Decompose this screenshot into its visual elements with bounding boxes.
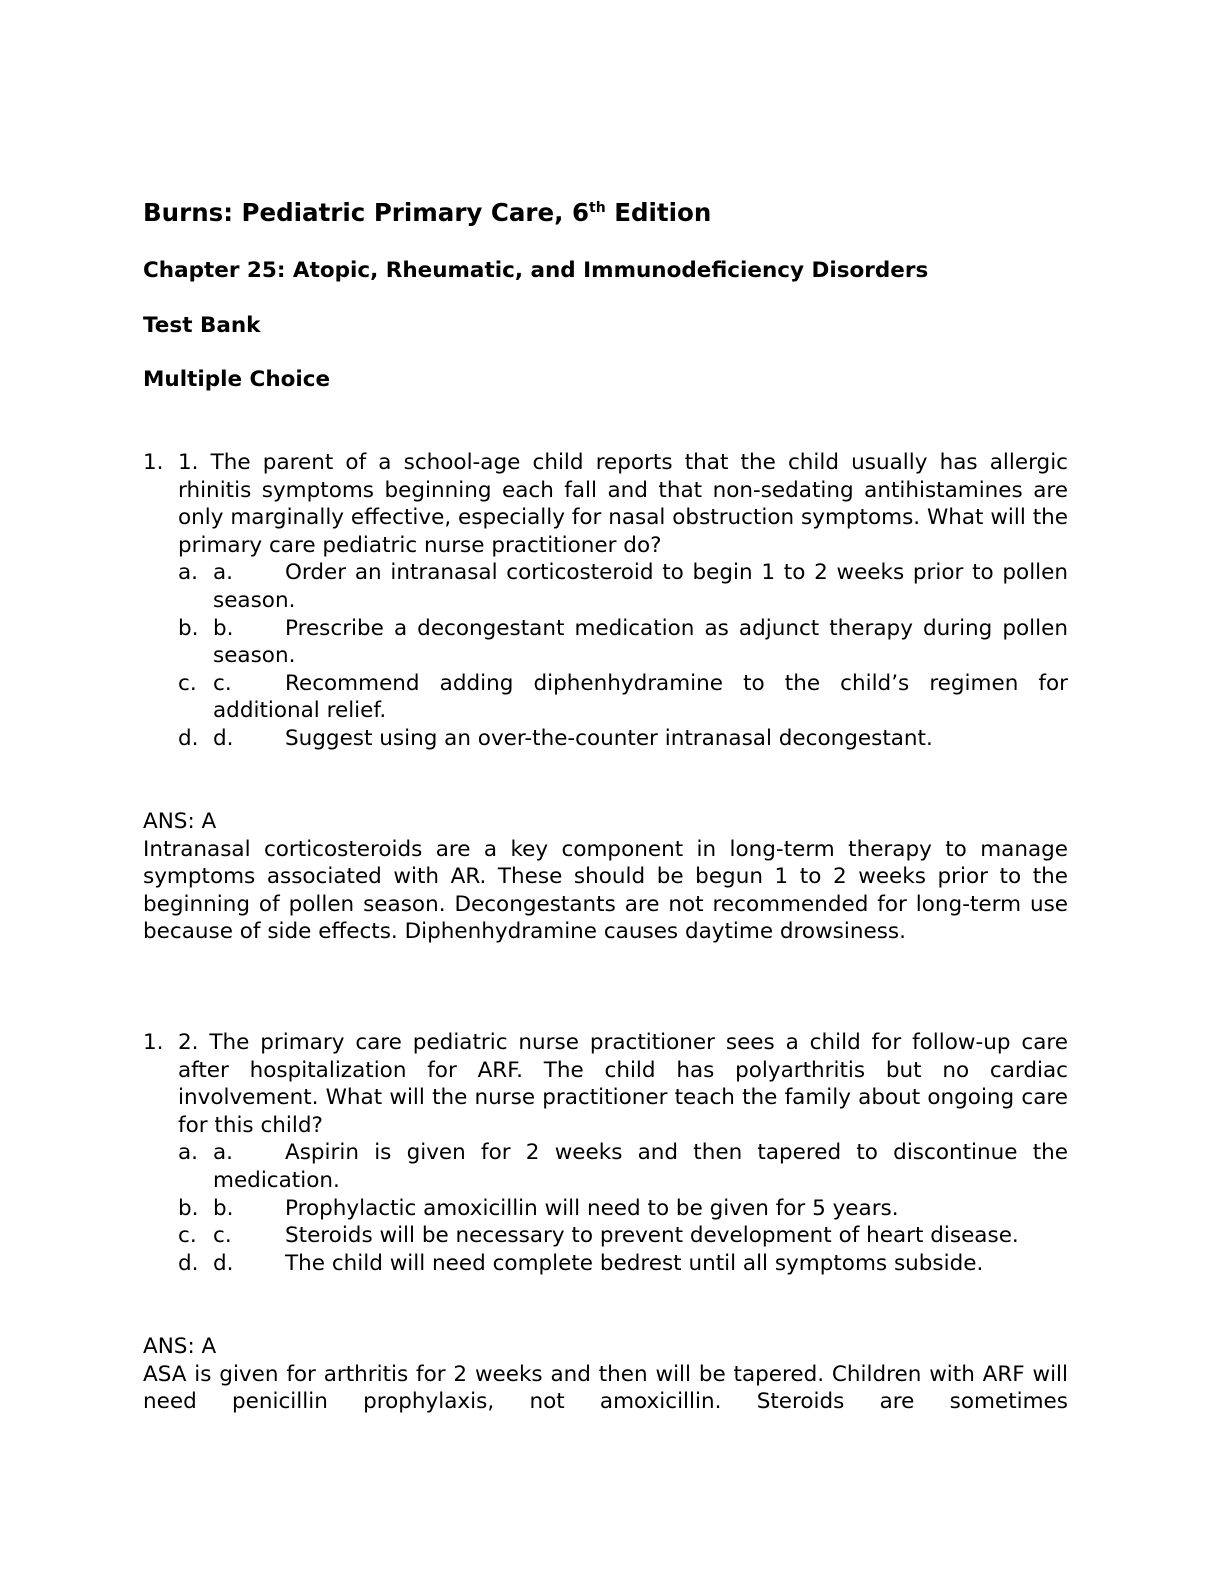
stem-text: 1. The parent of a school-age child reports that the child usually has allergic rhinitis symptoms beginning each fall and that non-sedating antihistamines are only marginally effective, especially for nasal obstruction symptoms. What will the primary care pediatric nurse practitioner do? — [178, 450, 1068, 558]
options-list — [143, 1139, 1068, 1277]
question-stem — [143, 449, 1068, 559]
question-2 — [143, 1029, 1068, 1277]
option-text: Suggest using an over-the-counter intranasal decongestant. — [285, 725, 933, 751]
option-letter: b. — [213, 1195, 234, 1221]
rationale-text: ASA is given for arthritis for 2 weeks and then will be tapered. Children with ARF will need penicillin prophylaxis, not amoxicillin. Steroids are sometimes — [143, 1361, 1068, 1415]
option-text: Prophylactic amoxicillin will need to be given for 5 years. — [285, 1195, 899, 1221]
option-letter: a. — [213, 1140, 234, 1166]
option-marker: c. — [178, 670, 197, 696]
options-list — [143, 559, 1068, 752]
option-letter: b. — [213, 615, 234, 641]
option-letter: d. — [213, 1250, 234, 1276]
answer-block-2 — [143, 1333, 1068, 1416]
question-1 — [143, 449, 1068, 753]
option-a — [143, 1139, 1068, 1194]
option-text: Prescribe a decongestant medication as adjunct therapy during pollen season. — [213, 615, 1068, 669]
option-letter: d. — [213, 725, 234, 751]
option-text: Order an intranasal corticosteroid to begin 1 to 2 weeks prior to pollen season. — [213, 560, 1068, 613]
rationale-text: Intranasal corticosteroids are a key component in long-term therapy to manage symptoms associated with AR. These should be begun 1 to 2 weeks prior to the beginning of pollen season. Decongestants are not recommended for long-term use because of side effects. Diphenhydramine causes daytime drowsiness. — [143, 836, 1068, 945]
option-c — [143, 1222, 1068, 1250]
option-d — [143, 725, 1068, 753]
test-bank-label: Test Bank — [143, 313, 261, 338]
option-marker: c. — [178, 1223, 197, 1249]
stem-text: 2. The primary care pediatric nurse practitioner sees a child for follow-up care after hospitalization for ARF. The child has polyarthritis but no cardiac involvement. What will the nurse practitioner teach the family about ongoing care for this child? — [178, 1030, 1068, 1138]
answer-label: ANS: A — [143, 809, 217, 834]
option-text: Aspirin is given for 2 weeks and then tapered to discontinue the medication. — [213, 1140, 1068, 1193]
option-text: Steroids will be necessary to prevent development of heart disease. — [285, 1223, 1019, 1249]
option-b — [143, 1195, 1068, 1223]
list-marker: 1. — [143, 450, 164, 475]
option-text: Recommend adding diphenhydramine to the child’s regimen for additional relief. — [213, 670, 1068, 724]
book-title: Burns: Pediatric Primary Care, 6th Edition — [143, 198, 712, 227]
option-marker: d. — [178, 1250, 199, 1276]
option-a — [143, 559, 1068, 614]
section-label: Multiple Choice — [143, 367, 331, 392]
answer-label: ANS: A — [143, 1334, 217, 1359]
list-marker: 1. — [143, 1030, 164, 1055]
option-letter: c. — [213, 1223, 232, 1249]
superscript: th — [589, 199, 606, 216]
option-d — [143, 1250, 1068, 1278]
option-marker: d. — [178, 725, 199, 751]
option-text: The child will need complete bedrest until all symptoms subside. — [285, 1250, 984, 1276]
option-marker: a. — [178, 1140, 199, 1166]
chapter-title: Chapter 25: Atopic, Rheumatic, and Immunodeficiency Disorders — [143, 258, 929, 283]
option-b — [143, 615, 1068, 670]
answer-block-1 — [143, 808, 1068, 946]
option-letter: c. — [213, 670, 232, 696]
option-c — [143, 670, 1068, 725]
option-letter: a. — [213, 560, 234, 586]
question-stem — [143, 1029, 1068, 1139]
option-marker: b. — [178, 1195, 199, 1221]
option-marker: b. — [178, 615, 199, 641]
option-marker: a. — [178, 560, 199, 586]
